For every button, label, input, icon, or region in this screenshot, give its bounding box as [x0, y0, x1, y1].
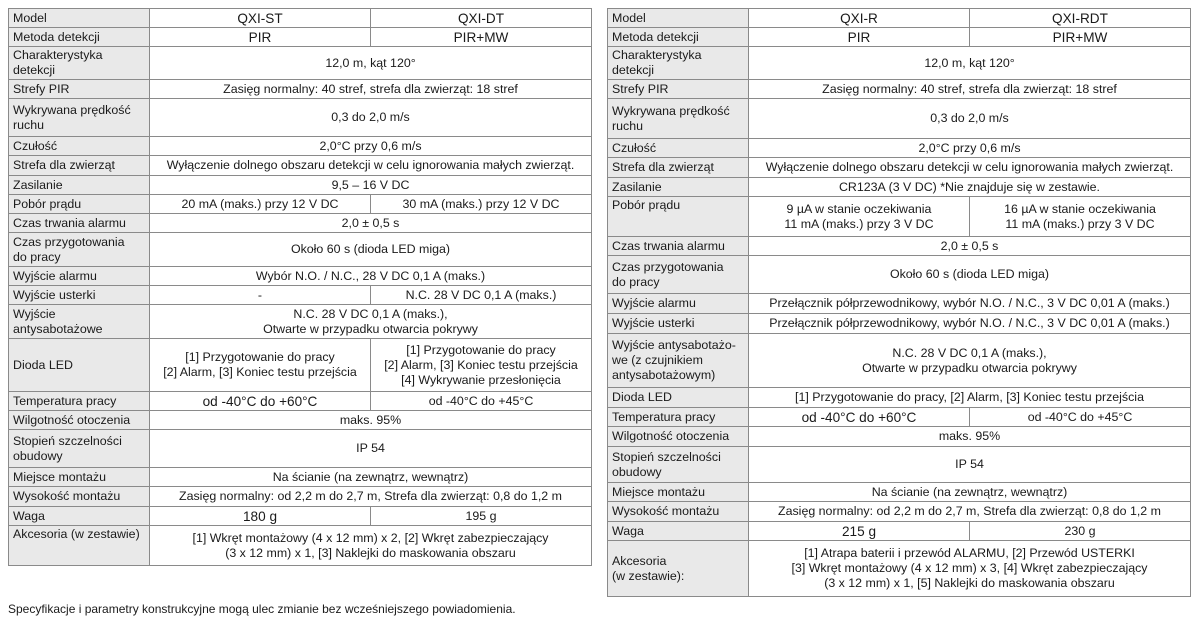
spec-row — [608, 139, 1191, 158]
spec-row — [608, 447, 1191, 483]
spec-row — [9, 430, 592, 468]
spec-row — [9, 28, 592, 47]
row-label: Dioda LED — [9, 339, 150, 392]
row-value: IP 54 — [150, 430, 592, 468]
row-value: Na ścianie (na zewnątrz, wewnątrz) — [150, 468, 592, 487]
spec-row — [608, 99, 1191, 139]
spec-row — [608, 294, 1191, 314]
row-value: 2,0°C przy 0,6 m/s — [749, 139, 1191, 158]
spec-row — [608, 483, 1191, 502]
row-label: Wyjście alarmu — [9, 267, 150, 286]
row-value: PIR — [150, 28, 371, 47]
model-header-label: Model — [608, 9, 749, 28]
row-value: od -40°C do +60°C — [749, 408, 970, 427]
spec-row — [9, 176, 592, 195]
row-label: Wyjście alarmu — [608, 294, 749, 314]
row-label: Strefa dla zwierząt — [608, 158, 749, 178]
row-label: Waga — [9, 507, 150, 526]
row-value: 30 mA (maks.) przy 12 V DC — [371, 195, 592, 214]
row-value: 16 µA w stanie oczekiwania 11 mA (maks.) przy 3 V DC — [970, 197, 1191, 237]
spec-row — [9, 233, 592, 267]
spec-row — [608, 502, 1191, 522]
row-label: Czas trwania alarmu — [608, 237, 749, 256]
row-label: Strefy PIR — [608, 80, 749, 99]
row-value: N.C. 28 V DC 0,1 A (maks.), Otwarte w przypadku otwarcia pokrywy — [749, 334, 1191, 388]
row-label: Wyjście antysabotażo- we (z czujnikiem antysabotażowym) — [608, 334, 749, 388]
spec-table-qxi-r-rdt — [607, 8, 1191, 597]
spec-row — [608, 197, 1191, 237]
spec-row — [9, 195, 592, 214]
row-label: Temperatura pracy — [9, 392, 150, 411]
row-label: Zasilanie — [608, 178, 749, 197]
row-value: Około 60 s (dioda LED miga) — [749, 256, 1191, 294]
row-label: Stopień szczelności obudowy — [608, 447, 749, 483]
row-label: Akcesoria (w zestawie) — [9, 526, 150, 566]
row-label: Stopień szczelności obudowy — [9, 430, 150, 468]
row-label: Charakterystyka detekcji — [9, 47, 150, 80]
spec-row — [9, 339, 592, 392]
row-value: Wybór N.O. / N.C., 28 V DC 0,1 A (maks.) — [150, 267, 592, 286]
row-label: Pobór prądu — [9, 195, 150, 214]
header-row — [608, 9, 1191, 28]
spec-row — [608, 334, 1191, 388]
row-value: 20 mA (maks.) przy 12 V DC — [150, 195, 371, 214]
spec-row — [608, 388, 1191, 408]
row-label: Waga — [608, 522, 749, 541]
row-label: Zasilanie — [9, 176, 150, 195]
row-value: Na ścianie (na zewnątrz, wewnątrz) — [749, 483, 1191, 502]
row-value: [1] Przygotowanie do pracy [2] Alarm, [3] Koniec testu przejścia [4] Wykrywanie przesłonięcia — [371, 339, 592, 392]
row-label: Strefy PIR — [9, 80, 150, 99]
row-value: PIR — [749, 28, 970, 47]
model-name-qxi-st: QXI-ST — [150, 9, 371, 28]
row-label: Czas przygotowania do pracy — [608, 256, 749, 294]
spec-row — [608, 178, 1191, 197]
row-label: Wilgotność otoczenia — [608, 427, 749, 447]
spec-row — [608, 522, 1191, 541]
model-name-qxi-dt: QXI-DT — [371, 9, 592, 28]
row-label: Czas trwania alarmu — [9, 214, 150, 233]
model-header-label: Model — [9, 9, 150, 28]
spec-row — [608, 427, 1191, 447]
row-label: Metoda detekcji — [608, 28, 749, 47]
row-label: Pobór prądu — [608, 197, 749, 237]
spec-row — [9, 392, 592, 411]
spec-row — [9, 507, 592, 526]
model-name-qxi-r: QXI-R — [749, 9, 970, 28]
row-value: Około 60 s (dioda LED miga) — [150, 233, 592, 267]
row-value: od -40°C do +45°C — [970, 408, 1191, 427]
row-label: Miejsce montażu — [9, 468, 150, 487]
row-label: Czas przygotowania do pracy — [9, 233, 150, 267]
row-label: Wykrywana prędkość ruchu — [9, 99, 150, 137]
spec-row — [608, 28, 1191, 47]
row-value: 0,3 do 2,0 m/s — [749, 99, 1191, 139]
spec-row — [9, 156, 592, 176]
row-value: od -40°C do +45°C — [371, 392, 592, 411]
row-value: [1] Przygotowanie do pracy [2] Alarm, [3] Koniec testu przejścia — [150, 339, 371, 392]
row-value: IP 54 — [749, 447, 1191, 483]
row-value: 230 g — [970, 522, 1191, 541]
spec-row — [9, 80, 592, 99]
row-value: 2,0 ± 0,5 s — [749, 237, 1191, 256]
row-value: 195 g — [371, 507, 592, 526]
row-label: Wysokość montażu — [9, 487, 150, 507]
row-value: PIR+MW — [371, 28, 592, 47]
row-label: Charakterystyka detekcji — [608, 47, 749, 80]
header-row — [9, 9, 592, 28]
row-label: Akcesoria (w zestawie): — [608, 541, 749, 597]
model-name-qxi-rdt: QXI-RDT — [970, 9, 1191, 28]
row-label: Wyjście usterki — [9, 286, 150, 305]
spec-row — [9, 526, 592, 566]
row-value: 9 µA w stanie oczekiwania 11 mA (maks.) przy 3 V DC — [749, 197, 970, 237]
row-value: 12,0 m, kąt 120° — [150, 47, 592, 80]
spec-row — [608, 408, 1191, 427]
row-value: Wyłączenie dolnego obszaru detekcji w celu ignorowania małych zwierząt. — [749, 158, 1191, 178]
spec-row — [9, 487, 592, 507]
spec-row — [608, 256, 1191, 294]
spec-row — [608, 237, 1191, 256]
spec-row — [9, 47, 592, 80]
row-value: N.C. 28 V DC 0,1 A (maks.) — [371, 286, 592, 305]
row-value: [1] Atrapa baterii i przewód ALARMU, [2] Przewód USTERKI [3] Wkręt montażowy (4 x 12 mm) x 3, [4] Wkręt zabezpieczający (3 x 12 mm) x 1, [5] Naklejki do maskowania obszaru — [749, 541, 1191, 597]
row-value: od -40°C do +60°C — [150, 392, 371, 411]
row-label: Wyjście usterki — [608, 314, 749, 334]
row-value: 2,0°C przy 0,6 m/s — [150, 137, 592, 156]
spec-row — [9, 411, 592, 430]
row-label: Strefa dla zwierząt — [9, 156, 150, 176]
row-value: CR123A (3 V DC) *Nie znajduje się w zestawie. — [749, 178, 1191, 197]
row-label: Czułość — [9, 137, 150, 156]
row-value: Zasięg normalny: 40 stref, strefa dla zwierząt: 18 stref — [749, 80, 1191, 99]
spec-row — [608, 158, 1191, 178]
row-label: Wykrywana prędkość ruchu — [608, 99, 749, 139]
row-label: Metoda detekcji — [9, 28, 150, 47]
row-value: [1] Przygotowanie do pracy, [2] Alarm, [3] Koniec testu przejścia — [749, 388, 1191, 408]
row-value: [1] Wkręt montażowy (4 x 12 mm) x 2, [2] Wkręt zabezpieczający (3 x 12 mm) x 1, [3] Naklejki do maskowania obszaru — [150, 526, 592, 566]
row-label: Temperatura pracy — [608, 408, 749, 427]
spec-row — [9, 468, 592, 487]
spec-row — [9, 137, 592, 156]
spec-row — [9, 286, 592, 305]
row-label: Wilgotność otoczenia — [9, 411, 150, 430]
row-value: - — [150, 286, 371, 305]
row-value: PIR+MW — [970, 28, 1191, 47]
row-value: Zasięg normalny: od 2,2 m do 2,7 m, Strefa dla zwierząt: 0,8 do 1,2 m — [749, 502, 1191, 522]
row-value: 180 g — [150, 507, 371, 526]
row-label: Czułość — [608, 139, 749, 158]
spec-row — [9, 214, 592, 233]
row-label: Wyjście antysabotażowe — [9, 305, 150, 339]
disclaimer-footnote: Specyfikacje i parametry konstrukcyjne mogą ulec zmianie bez wcześniejszego powiadomienia. — [8, 602, 516, 616]
row-label: Miejsce montażu — [608, 483, 749, 502]
row-value: Zasięg normalny: od 2,2 m do 2,7 m, Strefa dla zwierząt: 0,8 do 1,2 m — [150, 487, 592, 507]
row-value: 9,5 – 16 V DC — [150, 176, 592, 195]
spec-row — [608, 541, 1191, 597]
row-value: 12,0 m, kąt 120° — [749, 47, 1191, 80]
row-value: Przełącznik półprzewodnikowy, wybór N.O. / N.C., 3 V DC 0,01 A (maks.) — [749, 314, 1191, 334]
spec-row — [608, 80, 1191, 99]
row-label: Wysokość montażu — [608, 502, 749, 522]
row-value: maks. 95% — [749, 427, 1191, 447]
row-label: Dioda LED — [608, 388, 749, 408]
spec-table-qxi-st-dt — [8, 8, 592, 566]
row-value: maks. 95% — [150, 411, 592, 430]
row-value: 0,3 do 2,0 m/s — [150, 99, 592, 137]
row-value: Przełącznik półprzewodnikowy, wybór N.O. / N.C., 3 V DC 0,01 A (maks.) — [749, 294, 1191, 314]
row-value: 215 g — [749, 522, 970, 541]
spec-row — [9, 267, 592, 286]
spec-row — [9, 99, 592, 137]
row-value: Wyłączenie dolnego obszaru detekcji w celu ignorowania małych zwierząt. — [150, 156, 592, 176]
row-value: Zasięg normalny: 40 stref, strefa dla zwierząt: 18 stref — [150, 80, 592, 99]
spec-row — [608, 314, 1191, 334]
spec-row — [608, 47, 1191, 80]
row-value: 2,0 ± 0,5 s — [150, 214, 592, 233]
row-value: N.C. 28 V DC 0,1 A (maks.), Otwarte w przypadku otwarcia pokrywy — [150, 305, 592, 339]
spec-row — [9, 305, 592, 339]
